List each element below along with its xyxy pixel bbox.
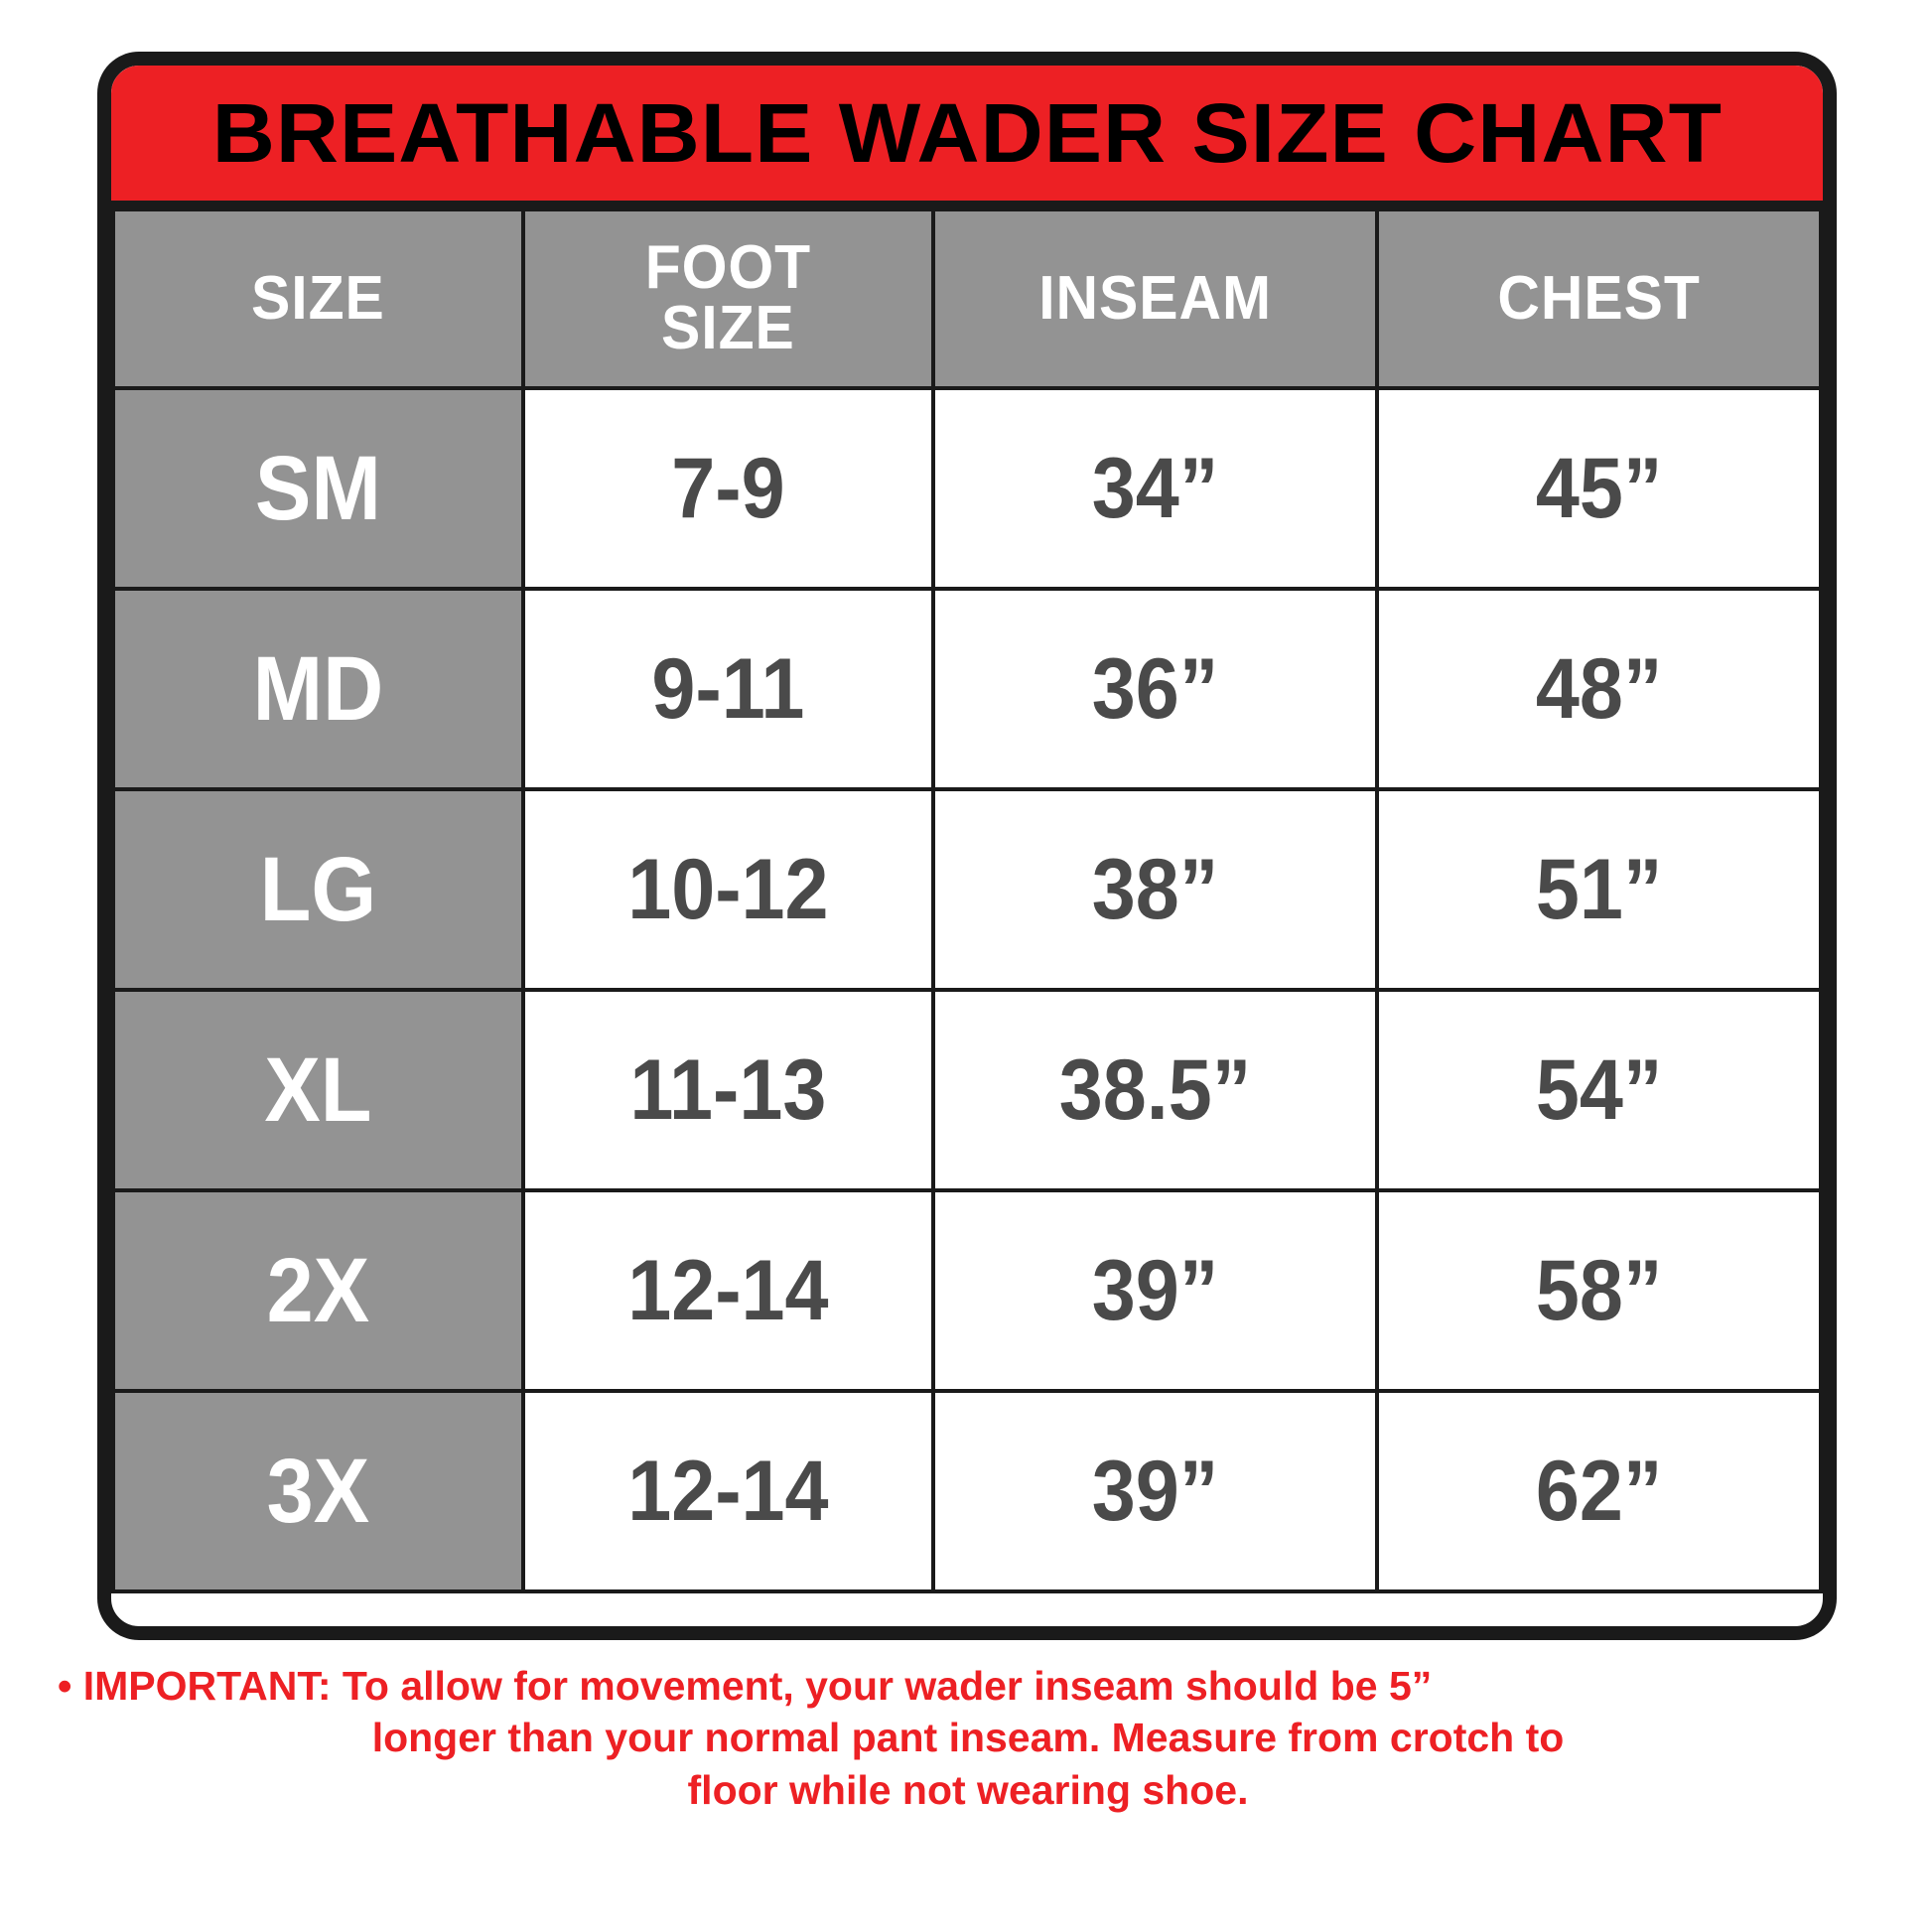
- cell-size: [113, 789, 523, 990]
- cell-chest-value: 58”: [1535, 1242, 1663, 1338]
- cell-foot-size: [523, 789, 933, 990]
- cell-inseam: [933, 789, 1377, 990]
- important-note-line2: longer than your normal pant inseam. Measure from crotch to: [371, 1715, 1565, 1761]
- chart-title-banner: [111, 66, 1823, 207]
- cell-chest: [1377, 589, 1821, 789]
- cell-foot-size-value: 10-12: [627, 841, 829, 937]
- cell-inseam-value: 38”: [1091, 841, 1218, 937]
- cell-chest-value: 45”: [1535, 440, 1663, 536]
- table-row: [113, 589, 1821, 789]
- column-header-foot-size-label-line1: FOOT: [644, 233, 811, 303]
- cell-foot-size: [523, 388, 933, 589]
- important-note-line1: • IMPORTANT: To allow for movement, your wader inseam should be 5”: [58, 1663, 1433, 1709]
- cell-size: [113, 1391, 523, 1591]
- cell-size-value: SM: [254, 437, 381, 539]
- cell-foot-size: [523, 990, 933, 1190]
- cell-foot-size-value: 11-13: [629, 1041, 827, 1138]
- column-header-inseam: [933, 209, 1377, 388]
- cell-chest: [1377, 388, 1821, 589]
- cell-chest: [1377, 789, 1821, 990]
- important-note: [50, 1660, 1886, 1816]
- size-chart-card: [97, 52, 1837, 1640]
- cell-size: [113, 1190, 523, 1391]
- cell-foot-size-value: 9-11: [651, 640, 805, 737]
- cell-size-value: 3X: [266, 1440, 370, 1542]
- cell-size: [113, 990, 523, 1190]
- cell-inseam: [933, 1190, 1377, 1391]
- cell-inseam-value: 39”: [1091, 1242, 1218, 1338]
- cell-inseam: [933, 589, 1377, 789]
- cell-inseam: [933, 1391, 1377, 1591]
- cell-size-value: 2X: [266, 1239, 370, 1341]
- cell-foot-size-value: 7-9: [671, 440, 785, 536]
- cell-size-value: MD: [252, 637, 384, 740]
- column-header-foot-size-label-line2: SIZE: [660, 294, 795, 362]
- page-title: BREATHABLE WADER SIZE CHART: [211, 85, 1723, 180]
- column-header-inseam-label: INSEAM: [1037, 263, 1272, 333]
- cell-size-value: LG: [259, 838, 377, 940]
- cell-inseam: [933, 990, 1377, 1190]
- cell-inseam-value: 34”: [1091, 440, 1218, 536]
- cell-chest-value: 48”: [1535, 640, 1663, 737]
- table-row: [113, 789, 1821, 990]
- cell-chest: [1377, 990, 1821, 1190]
- column-header-chest-label: CHEST: [1497, 263, 1701, 333]
- cell-size: [113, 589, 523, 789]
- table-row: [113, 1190, 1821, 1391]
- cell-chest: [1377, 1391, 1821, 1591]
- table-row: [113, 388, 1821, 589]
- cell-foot-size-value: 12-14: [627, 1443, 829, 1539]
- size-chart-table: [111, 207, 1823, 1593]
- cell-inseam-value: 38.5”: [1058, 1041, 1251, 1138]
- cell-foot-size: [523, 1190, 933, 1391]
- table-row: [113, 1391, 1821, 1591]
- table-row: [113, 990, 1821, 1190]
- cell-chest-value: 51”: [1535, 841, 1663, 937]
- column-header-foot-size: [523, 209, 933, 388]
- column-header-size-label: SIZE: [251, 263, 385, 333]
- important-note-line3: floor while not wearing shoe.: [687, 1766, 1249, 1813]
- cell-chest-value: 54”: [1535, 1041, 1663, 1138]
- cell-chest: [1377, 1190, 1821, 1391]
- cell-size-value: XL: [264, 1038, 372, 1141]
- cell-foot-size-value: 12-14: [627, 1242, 829, 1338]
- column-header-chest: [1377, 209, 1821, 388]
- cell-foot-size: [523, 589, 933, 789]
- cell-foot-size: [523, 1391, 933, 1591]
- cell-inseam-value: 36”: [1091, 640, 1218, 737]
- column-header-size: [113, 209, 523, 388]
- cell-inseam-value: 39”: [1091, 1443, 1218, 1539]
- cell-chest-value: 62”: [1535, 1443, 1663, 1539]
- table-header-row: [113, 209, 1821, 388]
- cell-inseam: [933, 388, 1377, 589]
- cell-size: [113, 388, 523, 589]
